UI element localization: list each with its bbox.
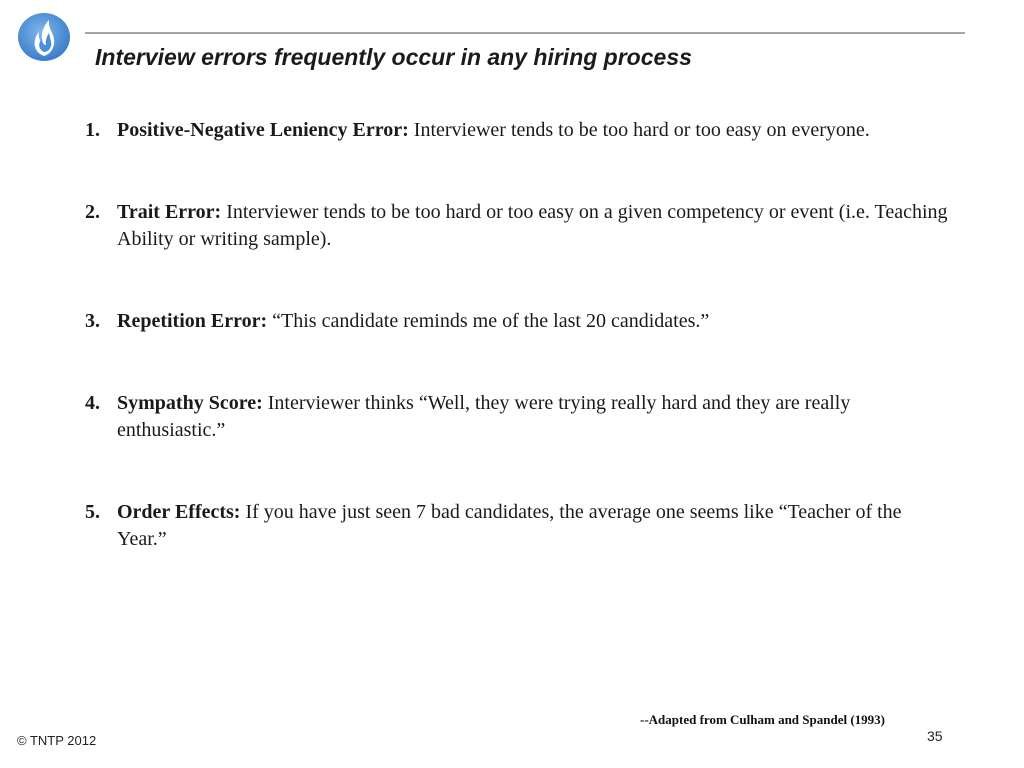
item-text: “This candidate reminds me of the last 20 candidates.” — [267, 310, 710, 332]
title-rule — [85, 32, 965, 34]
list-item — [85, 199, 955, 253]
item-term: Sympathy Score: — [117, 392, 263, 414]
item-number: 1. — [85, 119, 100, 141]
list-item — [85, 390, 955, 444]
item-number: 3. — [85, 310, 100, 332]
item-number: 2. — [85, 201, 100, 223]
item-text: If you have just seen 7 bad candidates, the average one seems like “Teacher of the Year.” — [117, 501, 902, 550]
item-term: Trait Error: — [117, 201, 222, 223]
item-number: 5. — [85, 501, 100, 523]
error-list — [85, 117, 955, 608]
item-text: Interviewer tends to be too hard or too easy on everyone. — [408, 119, 870, 141]
list-item — [85, 308, 955, 335]
page-title: Interview errors frequently occur in any hiring process — [95, 44, 692, 70]
item-term: Repetition Error: — [117, 310, 268, 332]
item-text: Interviewer tends to be too hard or too easy on a given competency or event (i.e. Teaching Ability or writing sample). — [117, 201, 948, 250]
item-term: Order Effects: — [117, 501, 241, 523]
list-item — [85, 499, 955, 553]
item-number: 4. — [85, 392, 100, 414]
list-item — [85, 117, 955, 144]
item-text: Interviewer thinks “Well, they were trying really hard and they are really enthusiastic.” — [117, 392, 851, 441]
item-term: Positive-Negative Leniency Error: — [117, 119, 409, 141]
flame-logo-icon — [17, 12, 71, 62]
source-citation: --Adapted from Culham and Spandel (1993) — [640, 712, 885, 727]
copyright-notice: © TNTP 2012 — [17, 733, 97, 748]
page-number: 35 — [927, 728, 943, 744]
